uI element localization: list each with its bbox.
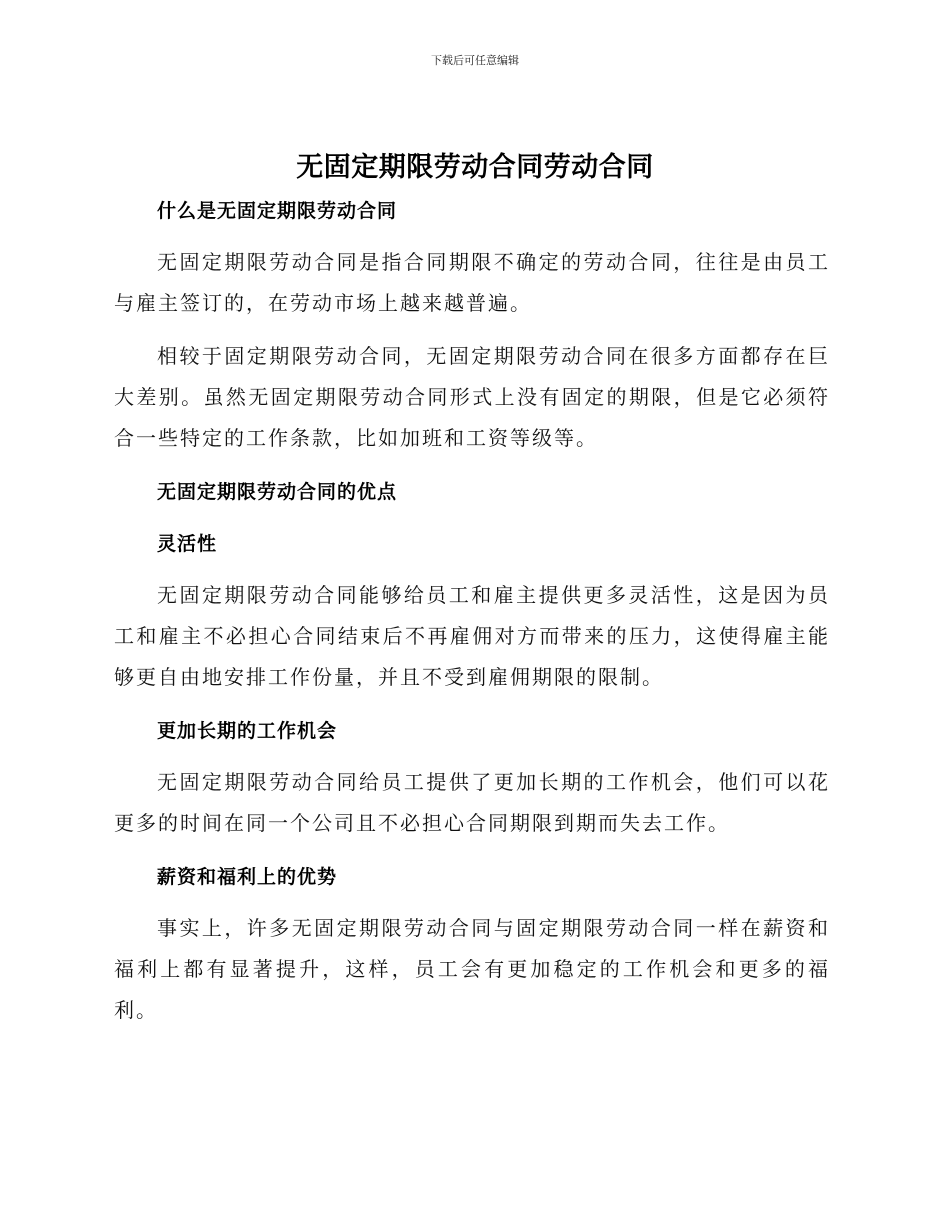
section-heading-long-term: 更加长期的工作机会 (157, 720, 338, 742)
paragraph-salary-benefits: 事实上，许多无固定期限劳动合同与固定期限劳动合同一样在薪资和福利上都有显著提升，这样，员工会有更加稳定的工作机会和更多的福利。 (114, 916, 830, 1022)
paragraph-comparison: 相较于固定期限劳动合同，无固定期限劳动合同在很多方面都存在巨大差别。虽然无固定期限劳动合同形式上没有固定的期限，但是它必须符合一些特定的工作条款，比如加班和工资等级等。 (114, 344, 830, 450)
running-header: 下载后可任意编辑 (431, 54, 519, 67)
section-heading-salary-benefits: 薪资和福利上的优势 (157, 866, 338, 888)
paragraph-definition: 无固定期限劳动合同是指合同期限不确定的劳动合同，往往是由员工与雇主签订的，在劳动市场上越来越普遍。 (114, 250, 830, 315)
section-heading-what-is: 什么是无固定期限劳动合同 (157, 200, 398, 222)
section-heading-flexibility: 灵活性 (157, 533, 218, 555)
document-body (114, 190, 830, 1031)
paragraph-flexibility: 无固定期限劳动合同能够给员工和雇主提供更多灵活性，这是因为员工和雇主不必担心合同结束后不再雇佣对方而带来的压力，这使得雇主能够更自由地安排工作份量，并且不受到雇佣期限的限制。 (114, 583, 830, 689)
section-heading-advantages: 无固定期限劳动合同的优点 (157, 481, 398, 503)
paragraph-long-term: 无固定期限劳动合同给员工提供了更加长期的工作机会，他们可以花更多的时间在同一个公司且不必担心合同期限到期而失去工作。 (114, 770, 830, 835)
document-title: 无固定期限劳动合同劳动合同 (296, 152, 654, 183)
